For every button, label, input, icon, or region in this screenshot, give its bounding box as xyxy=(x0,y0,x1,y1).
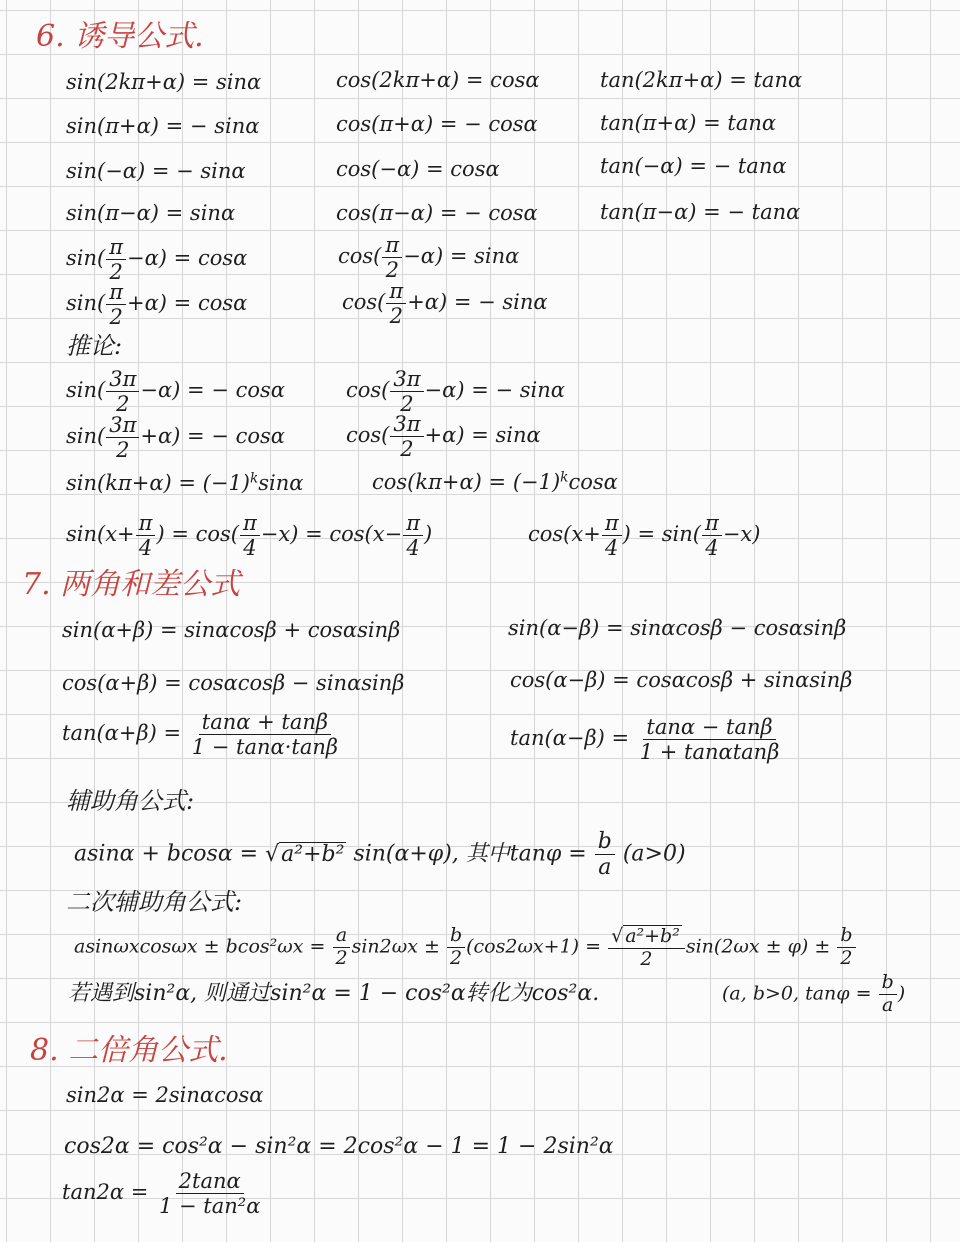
formula-cos-2kpi: cos(2kπ+α) = cosα xyxy=(336,68,540,92)
formula-cos-quarter-pi: cos(x+ $\frac{\pi}{4}$ ) = sin( $\frac{\pi}{4}$ −x) xyxy=(528,511,761,561)
formula-aux-angle: asinα + bcosα = √a²+b² sin(α+φ), 其中tanφ = $\frac{b}{a}$ (a>0) xyxy=(74,829,686,881)
formula-cos-neg: cos(−α) = cosα xyxy=(336,157,500,181)
formula-sin-kpi: $\sin(k\pi+\alpha) = (-1)^k\sin\alpha$ xyxy=(66,470,304,495)
section-7-heading: 7. 两角和差公式 xyxy=(22,567,241,602)
formula-cos-diff: cos(α−β) = cosαcosβ + sinαsinβ xyxy=(510,668,853,692)
formula-tan-2kpi: tan(2kπ+α) = tanα xyxy=(600,68,803,92)
quad-aux-angle-label: 二次辅助角公式: xyxy=(66,888,243,916)
formula-cos-3pi-minus: cos( $\frac{3\pi}{2}$ −α) = − sinα xyxy=(346,367,565,417)
formula-tan-sum: tan(α+β) = $\frac{\tan\alpha + \tan\beta}{1 - \tan\alpha\cdot\tan\beta}$ xyxy=(62,710,339,760)
formula-sin-diff: sin(α−β) = sinαcosβ − cosαsinβ xyxy=(508,616,847,640)
formula-sin-pi-minus: sin(π−α) = sinα xyxy=(66,201,236,225)
formula-quad-aux-angle: asinωxcosωx ± bcos²ωx = $\frac{a}{2}$ sin2ωx ± $\frac{b}{2}$ (cos2ωx+1) = $\frac{\text{√ a²+b²}}{2}$ sin(2ωx ± φ) ± $\frac{b}{2}$ xyxy=(74,925,857,970)
aux-angle-label: 辅助角公式: xyxy=(66,787,195,815)
formula-sin-3pi-minus: sin( $\frac{3\pi}{2}$ −α) = − cosα xyxy=(66,367,285,417)
formula-sin-half-pi-plus: sin( $\frac{\pi}{2}$ +α) = cosα xyxy=(66,280,248,330)
formula-tan-pi-plus: tan(π+α) = tanα xyxy=(600,111,777,135)
formula-quad-aux-condition: (a, b>0, tanφ = $\frac{b}{a}$ ) xyxy=(722,971,906,1016)
corollary-label: 推论: xyxy=(66,332,123,360)
section-6-heading: 6. 诱导公式. xyxy=(36,19,204,54)
formula-sin-double: sin2α = 2sinαcosα xyxy=(66,1083,264,1107)
formula-sin-half-pi-minus: sin( $\frac{\pi}{2}$ −α) = cosα xyxy=(66,235,248,285)
formula-sin-2kpi: sin(2kπ+α) = sinα xyxy=(66,70,262,94)
formula-sin-quarter-pi: sin(x+ $\frac{\pi}{4}$ ) = cos( $\frac{\pi}{4}$ −x) = cos(x− $\frac{\pi}{4}$ ) xyxy=(66,511,433,561)
formula-tan-neg: tan(−α) = − tanα xyxy=(600,154,787,178)
formula-sin-pi-plus: sin(π+α) = − sinα xyxy=(66,114,260,138)
formula-cos-3pi-plus: cos( $\frac{3\pi}{2}$ +α) = sinα xyxy=(346,412,541,462)
formula-cos-pi-plus: cos(π+α) = − cosα xyxy=(336,112,538,136)
formula-tan-pi-minus: tan(π−α) = − tanα xyxy=(600,200,801,224)
formula-sin-sum: sin(α+β) = sinαcosβ + cosαsinβ xyxy=(62,618,401,642)
formula-cos-double: cos2α = cos²α − sin²α = 2cos²α − 1 = 1 − 2sin²α xyxy=(64,1134,614,1159)
formula-tan-diff: tan(α−β) = $\frac{\tan\alpha - \tan\beta}{1 + \tan\alpha\tan\beta}$ xyxy=(510,715,780,765)
formula-cos-half-pi-minus: cos( $\frac{\pi}{2}$ −α) = sinα xyxy=(338,233,520,283)
formula-cos-kpi: $\cos(k\pi+\alpha) = (-1)^k\cos\alpha$ xyxy=(372,469,618,494)
formula-cos-pi-minus: cos(π−α) = − cosα xyxy=(336,201,538,225)
formula-cos-half-pi-plus: cos( $\frac{\pi}{2}$ +α) = − sinα xyxy=(342,279,548,329)
formula-sin-3pi-plus: sin( $\frac{3\pi}{2}$ +α) = − cosα xyxy=(66,413,285,463)
formula-cos-sum: cos(α+β) = cosαcosβ − sinαsinβ xyxy=(62,671,405,695)
note-sin-square-conversion: 若遇到sin²α, 则通过sin²α = 1 − cos²α转化为cos²α. xyxy=(68,981,600,1006)
formula-tan-double: tan2α = $\frac{2\tan\alpha}{\text{1 − tan²α}}$ xyxy=(62,1169,261,1219)
formula-sin-neg: sin(−α) = − sinα xyxy=(66,159,246,183)
section-8-heading: 8. 二倍角公式. xyxy=(30,1033,228,1068)
